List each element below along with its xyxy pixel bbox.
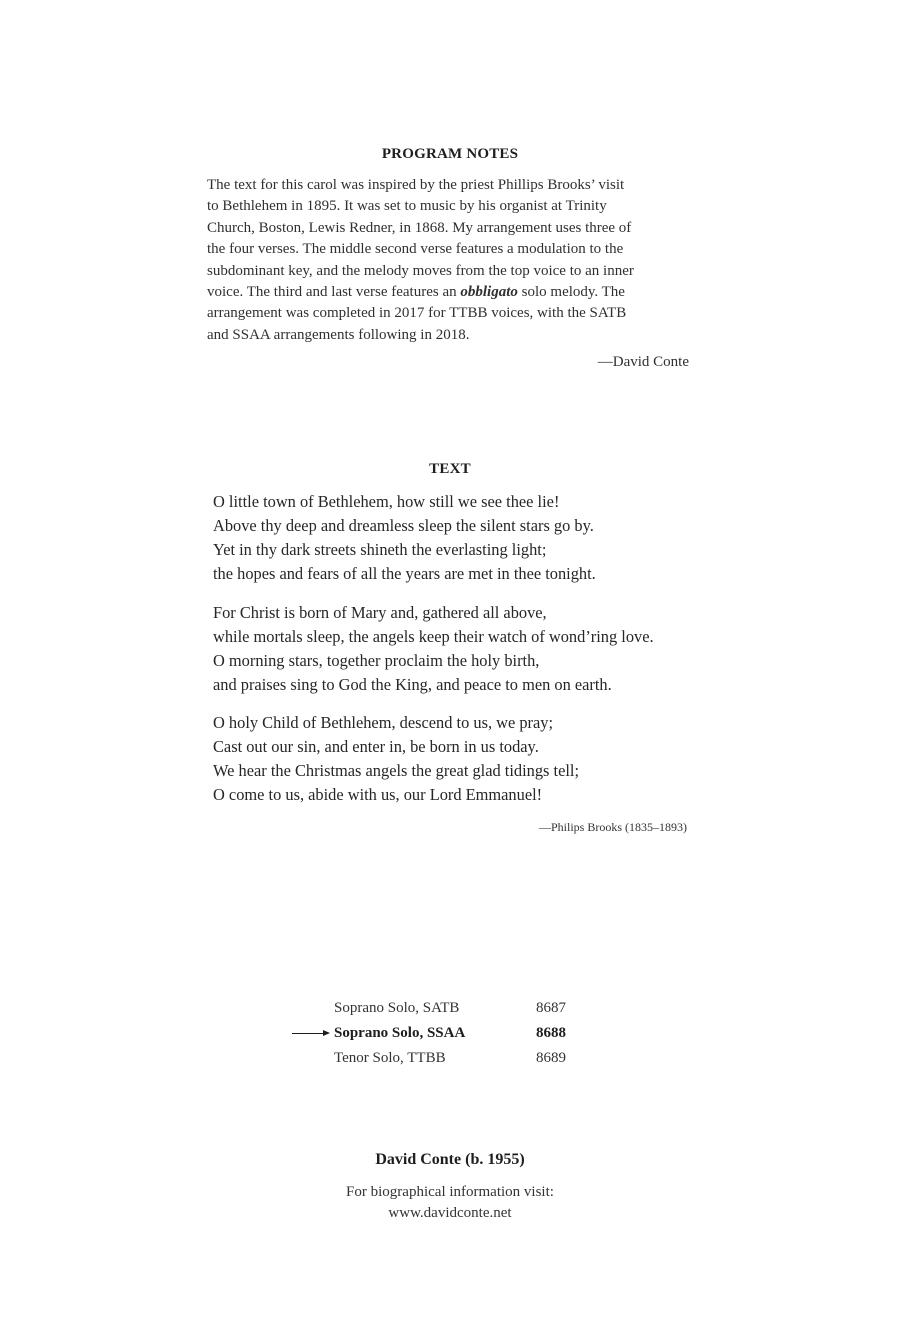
edition-number: 8689 xyxy=(536,1050,566,1066)
verse-line: O come to us, abide with us, our Lord Emmanuel! xyxy=(213,785,543,804)
verse-line: O morning stars, together proclaim the holy birth, xyxy=(213,651,540,670)
verse-line: O little town of Bethlehem, how still we see thee lie! xyxy=(213,492,560,511)
notes-line: subdominant key, and the melody moves from the top voice to an inner xyxy=(207,262,634,279)
verse-line: Yet in thy dark streets shineth the everlasting light; xyxy=(213,540,547,559)
notes-line: and SSAA arrangements following in 2018. xyxy=(207,326,470,343)
verse-line: Above thy deep and dreamless sleep the silent stars go by. xyxy=(213,516,594,535)
verse-line: Cast out our sin, and enter in, be born in us today. xyxy=(213,737,539,756)
notes-line xyxy=(207,282,697,303)
verse-line: For Christ is born of Mary and, gathered all above, xyxy=(213,603,547,622)
program-notes-heading: PROGRAM NOTES xyxy=(381,146,519,162)
arrow-right-icon xyxy=(292,1033,328,1034)
verse-line: while mortals sleep, the angels keep their watch of wond’ring love. xyxy=(213,627,654,646)
verse xyxy=(213,711,693,807)
edition-name: Tenor Solo, TTBB xyxy=(334,1050,446,1066)
obbligato-emphasis: obbligato xyxy=(460,284,518,301)
verse xyxy=(213,490,693,586)
notes-line-part: voice. The third and last verse features an xyxy=(207,284,461,301)
program-notes-attribution: —David Conte xyxy=(597,354,689,370)
verse-line: O holy Child of Bethlehem, descend to us, we pray; xyxy=(213,713,554,732)
program-notes-body xyxy=(207,175,697,346)
verse-line: the hopes and fears of all the years are met in thee tonight. xyxy=(213,564,596,583)
verse xyxy=(213,601,693,697)
notes-line: Church, Boston, Lewis Redner, in 1868. My arrangement uses three of xyxy=(207,219,632,236)
edition-name: Soprano Solo, SATB xyxy=(334,1000,460,1016)
verse-line: and praises sing to God the King, and peace to men on earth. xyxy=(213,675,612,694)
edition-number: 8688 xyxy=(536,1025,566,1041)
composer-bio xyxy=(0,1182,900,1224)
notes-line-part: solo melody. The xyxy=(517,284,625,301)
edition-name: Soprano Solo, SSAA xyxy=(334,1025,466,1041)
composer-name: David Conte (b. 1955) xyxy=(375,1151,525,1168)
bio-url: www.davidconte.net xyxy=(388,1205,512,1221)
notes-line: to Bethlehem in 1895. It was set to music by his organist at Trinity xyxy=(207,198,607,215)
notes-line: the four verses. The middle second verse features a modulation to the xyxy=(207,241,624,258)
notes-line: The text for this carol was inspired by the priest Phillips Brooks’ visit xyxy=(207,177,625,193)
text-attribution: —Philips Brooks (1835–1893) xyxy=(538,820,687,834)
bio-text: For biographical information visit: xyxy=(346,1184,554,1200)
text-heading: TEXT xyxy=(429,461,471,477)
edition-number: 8687 xyxy=(536,1000,566,1016)
notes-line: arrangement was completed in 2017 for TTBB voices, with the SATB xyxy=(207,305,627,322)
verse-line: We hear the Christmas angels the great glad tidings tell; xyxy=(213,761,580,780)
